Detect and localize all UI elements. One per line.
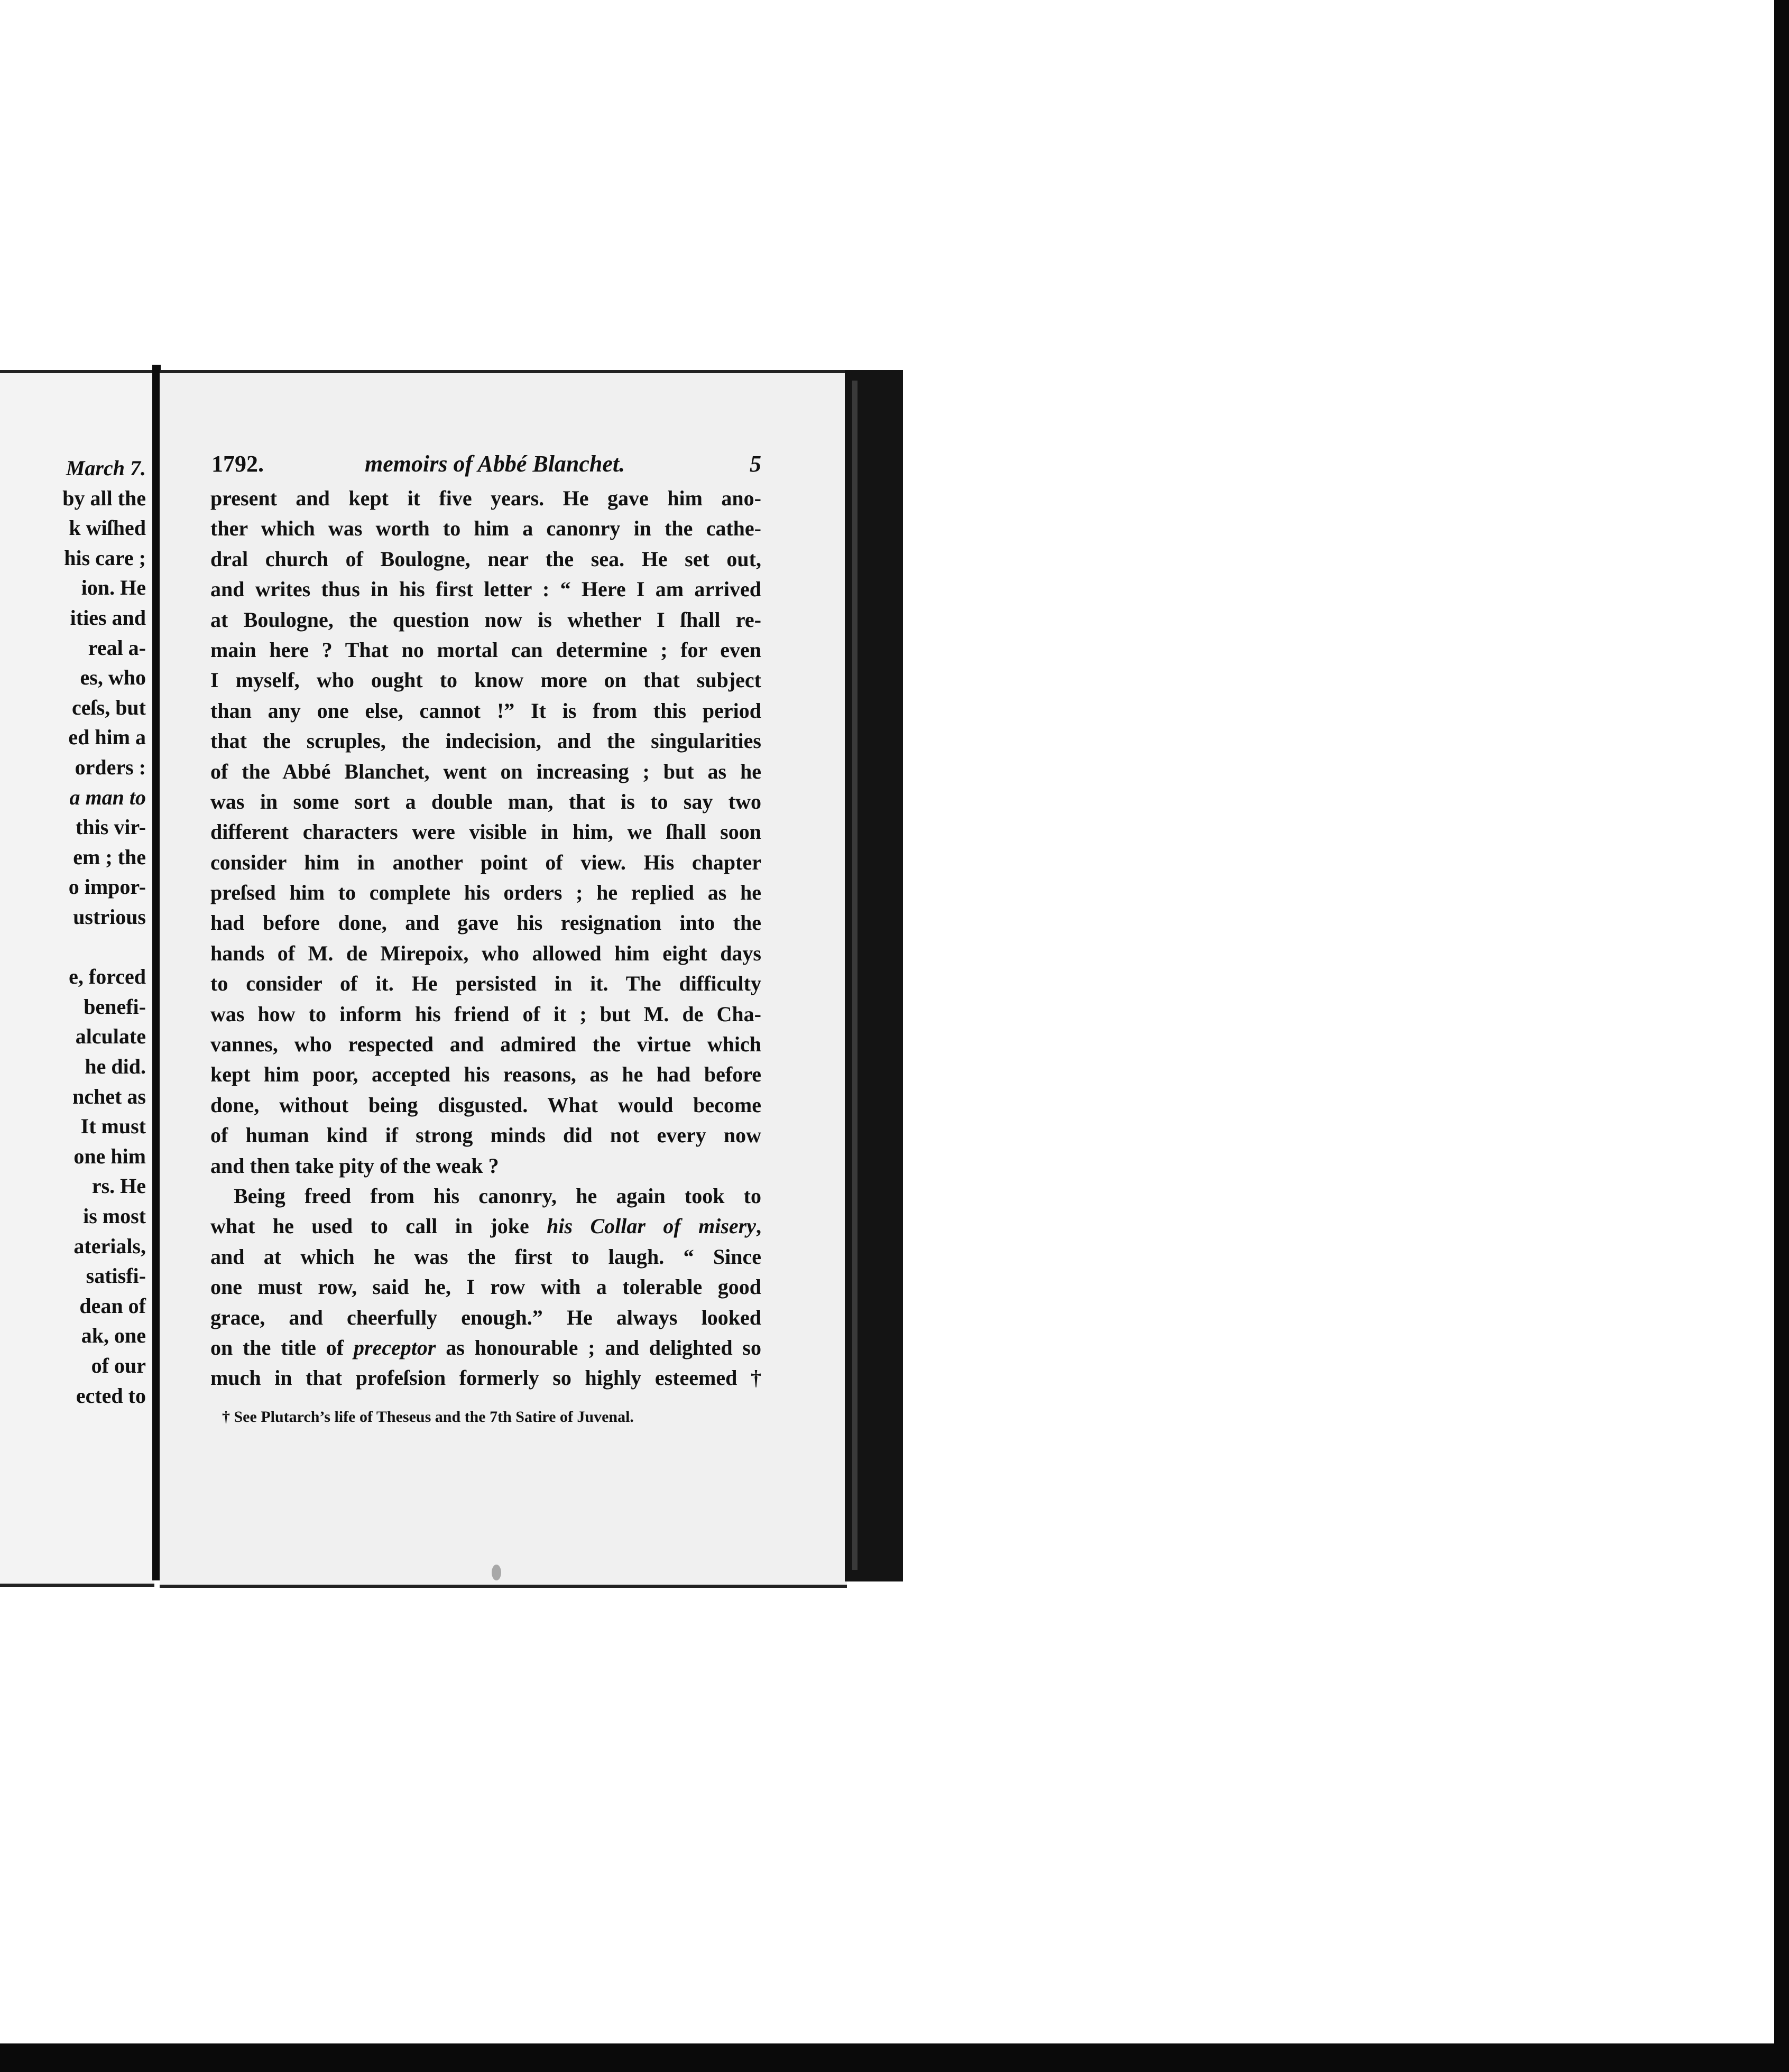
left-page-line: k wiſhed: [69, 516, 146, 540]
left-page-line: e, forced: [69, 965, 146, 989]
body-text: [210, 483, 761, 1393]
text-line: I myself, who ought to know more on that subject: [210, 668, 761, 692]
left-page-line: rs. He: [91, 1174, 146, 1198]
scan-border-bottom: [0, 2043, 1789, 2072]
left-page-line: alculate: [75, 1024, 146, 1049]
text-line: and writes thus in his first letter : “ Here I am arrived: [210, 577, 761, 602]
text-line: dral church of Boulogne, near the sea. He set out,: [210, 547, 761, 571]
text-line: had before done, and gave his resignation into the: [210, 911, 761, 935]
text-line: vannes, who respected and admired the virtue which: [210, 1032, 761, 1057]
left-page-line: ected to: [76, 1383, 146, 1408]
text-line: of human kind if strong minds did not every now: [210, 1123, 761, 1148]
left-page-line: aterials,: [73, 1234, 146, 1258]
left-page-line: es, who: [80, 665, 146, 690]
text-line: at Boulogne, the question now is whether I ſhall re-: [210, 607, 761, 632]
text-line: was in some sort a double man, that is to say two: [210, 789, 761, 813]
text-line: much in that profeſsion formerly so highly esteemed †: [210, 1366, 761, 1390]
text-line: on the title of preceptor as honourable ; and delighted so: [210, 1335, 762, 1359]
text-line: was how to inform his friend of it ; but M. de Cha-: [210, 1002, 761, 1026]
text-line: Being freed from his canonry, he again took to: [234, 1183, 761, 1208]
text-line: than any one else, cannot !” It is from this period: [210, 698, 761, 723]
page-number: 5: [750, 451, 761, 477]
text-line: different characters were visible in him, we ſhall soon: [210, 820, 761, 844]
left-page-line: It must: [80, 1114, 146, 1139]
text-line: consider him in another point of view. His chapter: [210, 850, 761, 874]
running-head-year: 1792.: [211, 451, 264, 477]
left-page-line: satisfi-: [86, 1264, 146, 1288]
running-head-title: memoirs of Abbé Blanchet.: [365, 451, 625, 477]
fore-edge-highlight: [852, 381, 857, 1570]
left-page-line: this vir-: [76, 815, 146, 839]
text-line: to consider of it. He persisted in it. The difficulty: [210, 972, 761, 996]
left-page-line: a man to: [69, 785, 146, 809]
left-page-line: is most: [83, 1204, 146, 1228]
left-page-line: ak, one: [81, 1324, 146, 1348]
left-page-line: ustrious: [73, 905, 146, 929]
text-line: one must row, said he, I row with a tolerable good: [210, 1275, 761, 1299]
left-page-line: March 7.: [66, 456, 146, 480]
text-line: present and kept it five years. He gave him ano-: [210, 486, 761, 510]
left-page-line: nchet as: [72, 1084, 146, 1108]
text-line: preſsed him to complete his orders ; he replied as he: [210, 881, 761, 905]
text-line: main here ? That no mortal can determine ; for even: [210, 637, 761, 662]
text-line: what he used to call in joke his Collar of misery,: [210, 1214, 761, 1238]
text-line: of the Abbé Blanchet, went on increasing ; but as he: [210, 759, 761, 783]
left-page-line: ceſs, but: [72, 695, 146, 719]
scan-border-right: [1774, 0, 1789, 2072]
text-line: and at which he was the first to laugh. “ Since: [210, 1244, 761, 1269]
left-page-line: ities and: [70, 606, 146, 630]
left-page-line: em ; the: [73, 845, 146, 869]
text-line: and then take pity of the weak ?: [210, 1153, 499, 1178]
text-line: ther which was worth to him a canonry in the cathe-: [210, 516, 761, 541]
left-page-line: real a-: [88, 635, 146, 660]
left-page-line: dean of: [79, 1293, 146, 1318]
left-page-line: benefi-: [84, 994, 146, 1019]
footnote: † See Plutarch’s life of Theseus and the 7th Satire of Juvenal.: [222, 1408, 634, 1426]
text-line: grace, and cheerfully enough.” He always looked: [210, 1305, 761, 1329]
left-page-line: his care ;: [64, 545, 146, 570]
text-line: that the scruples, the indecision, and the singularities: [210, 729, 761, 753]
text-line: hands of M. de Mirepoix, who allowed him eight days: [210, 941, 761, 965]
left-page-line: by all the: [62, 486, 146, 510]
running-head: [211, 450, 761, 484]
left-page-fragment: [0, 370, 154, 1587]
left-page-line: one him: [73, 1144, 146, 1168]
scan-blemish: [492, 1565, 501, 1580]
italic-phrase: preceptor: [353, 1335, 436, 1359]
left-page-line: of our: [91, 1354, 146, 1377]
left-page-line: ed him a: [68, 725, 146, 750]
left-page-line: o impor-: [68, 875, 146, 899]
text-line: kept him poor, accepted his reasons, as he had before: [210, 1062, 761, 1087]
left-page-line: orders :: [75, 755, 146, 779]
left-page-line: he did.: [85, 1054, 146, 1078]
left-page-line: ion. He: [81, 576, 146, 600]
text-line: done, without being disgusted. What would become: [210, 1093, 761, 1117]
italic-phrase: his Collar of misery: [547, 1214, 756, 1238]
